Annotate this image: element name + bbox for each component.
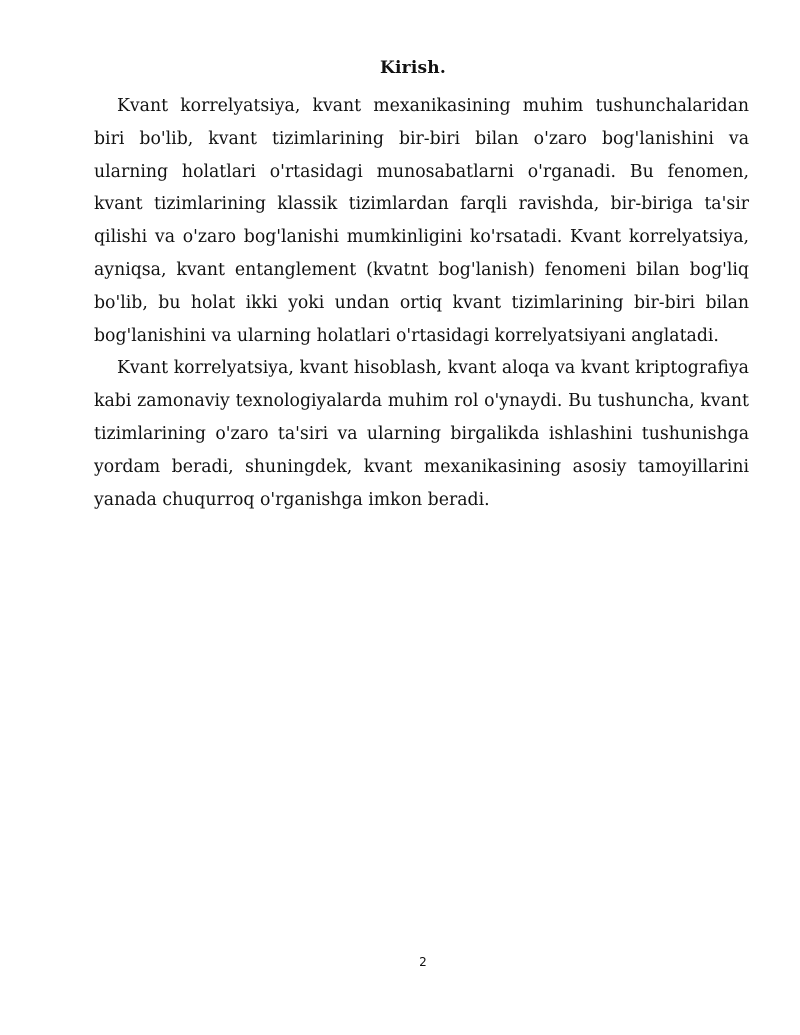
document-body <box>94 90 749 516</box>
paragraph-2: Kvant korrelyatsiya, kvant hisoblash, kvant aloqa va kvant kriptografiya kabi zamonaviy texnologiyalarda muhim rol o'ynaydi. Bu tushuncha, kvant tizimlarining o'zaro ta'siri va ularning birgalikda ishlashini tushunishga yordam beradi, shuningdek, kvant mexanikasining asosiy tamoyillarini yanada chuqurroq o'rganishga imkon beradi. <box>94 358 749 510</box>
paragraph-1: Kvant korrelyatsiya, kvant mexanikasining muhim tushunchalaridan biri bo'lib, kvant tizimlarining bir-biri bilan o'zaro bog'lanishini va ularning holatlari o'rtasidagi munosabatlarni o'rganadi. Bu fenomen, kvant tizimlarining klassik tizimlardan farqli ravishda, bir-biriga ta'sir qilishi va o'zaro bog'lanishi mumkinligini ko'rsatadi. Kvant korrelyatsiya, ayniqsa, kvant entanglement (kvatnt bog'lanish) fenomeni bilan bog'liq bo'lib, bu holat ikki yoki undan ortiq kvant tizimlarining bir-biri bilan bog'lanishini va ularning holatlari o'rtasidagi korrelyatsiyani anglatadi. <box>94 96 749 346</box>
page-number: 2 <box>419 955 427 969</box>
page-title: Kirish. <box>380 58 446 78</box>
